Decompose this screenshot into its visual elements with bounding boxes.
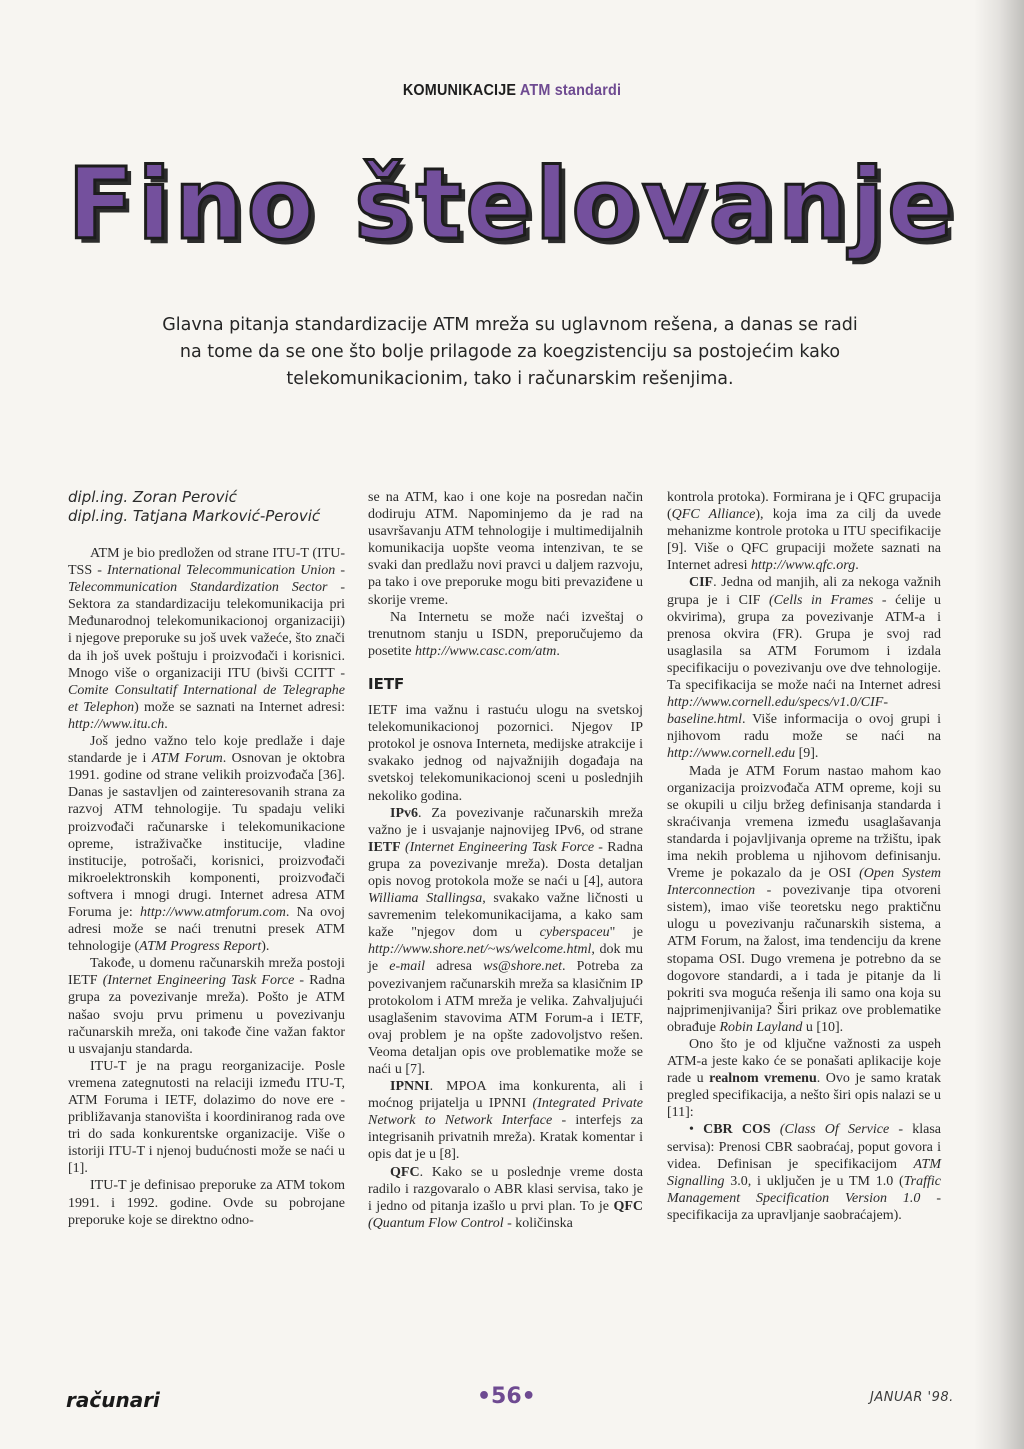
text-run: [9]. <box>795 746 819 762</box>
text-run: IPNNI <box>390 1079 430 1095</box>
text-run: (Quantum Flow Control <box>368 1215 504 1231</box>
text-run: • <box>689 1122 704 1138</box>
paragraph <box>368 702 643 805</box>
issue-date: JANUAR '98. <box>870 1390 954 1405</box>
text-run: ITU-T je na pragu reorganizacije. Posle vremena zategnutosti na relaciji između ITU-T, ATM Foruma i IETF, dolazimo do nove ere - približavanja stanovišta i koordiniranog rada ove tri do sada konkurentske organizacije. Više o istoriji ITU-T i njenoj budućnosti može se naći u [1]. <box>68 1058 345 1177</box>
text-run: QFC <box>613 1198 643 1214</box>
text-run: . <box>164 716 168 732</box>
paragraph <box>68 955 345 1058</box>
text-run: realnom vremenu <box>709 1071 817 1087</box>
page-number: •56• <box>477 1384 536 1409</box>
text-run: Mada je ATM Forum nastao mahom kao organizacija proizvođača ATM opreme, koji su se okupili u cilju bržeg definisanja standarda i skraćivanja vremena između usaglašavanja standarda i pojavljivanja opreme na tržištu, ipak ima nekih problema u njihovom definisanju. Vreme je pokazalo da je OSI <box>667 763 941 882</box>
text-run: Takođe, u domenu računarskih mreža postoji IETF <box>68 956 345 989</box>
text-run: Williama Stallingsa <box>368 891 483 907</box>
text-run: . <box>855 558 859 574</box>
paragraph <box>667 1036 941 1121</box>
text-run: - specifikacija za upravljanje saobraćajem). <box>667 1190 941 1223</box>
text-run: ). <box>261 939 270 955</box>
text-run: ATM Progress Report <box>139 939 262 955</box>
text-run: ATM je bio predložen od strane ITU-T (ITU-TSS - <box>68 546 345 579</box>
text-run: ATM Forum <box>151 751 223 767</box>
text-run: ATM Signalling <box>667 1156 941 1189</box>
text-run: (Open System Interconnection <box>667 866 941 899</box>
section-header <box>51 82 973 100</box>
text-run <box>771 1122 780 1137</box>
paragraph <box>68 733 345 955</box>
text-run: Robin Layland <box>719 1019 803 1035</box>
text-run: . Na ovoj adresi može se naći trenutni presek ATM tehnologije ( <box>68 904 346 955</box>
text-run: ITU-T je definisao preporuke za ATM tokom 1991. i 1992. godine. Ovde su pobrojane preporuke koje se direktno odno- <box>68 1178 345 1228</box>
column-2 <box>368 489 643 1232</box>
paragraph <box>68 545 345 733</box>
text-run: kontrola protoka). Formirana je i QFC grupacija ( <box>667 490 941 523</box>
text-run: (Cells in Frames <box>769 592 874 608</box>
text-run: http://www.atmforum.com <box>139 904 286 920</box>
paragraph <box>667 489 941 574</box>
text-run: Traffic Management Specification Version 1.0 <box>667 1173 941 1206</box>
text-run: . <box>556 643 560 659</box>
text-run: ), koja ima za cilj da uvede mehanizme kontrole protoka u ITU specifikacije [9]. Više o QFC grupaciji možete saznati na Internet adresi <box>667 507 941 574</box>
text-run: (Internet Engineering Task Force <box>102 973 295 989</box>
text-run: QFC Alliance <box>671 507 756 523</box>
text-run: - Radna grupa za povezivanje mreža). Dosta detaljan opis novog protokola može se naći u [4], autora <box>368 839 643 889</box>
text-run: se na ATM, kao i one koje na posredan način dodiruju ATM. Napominjemo da je rad na usavršavanju ATM tehnologije i multimedijalnih komunikacija uopšte veoma intenzivan, te se svaki dan predlažu novi pravci u daljem razvoju, pa tako i ove preporuke mogu biti prevaziđene u skorije vreme. <box>368 490 643 608</box>
text-run: e-mail <box>389 959 426 975</box>
authors-block <box>68 488 345 526</box>
text-run: http://www.cornell.edu/specs/v1.0/CIF-baseline.html <box>667 695 888 728</box>
paragraph <box>368 1164 643 1232</box>
text-run: . Ovo je samo kratak pregled specifikacija, a nešto širi opis nalazi se u [11]: <box>667 1071 942 1121</box>
paragraph <box>368 1078 643 1163</box>
text-run: (Internet Engineering Task Force <box>404 839 595 855</box>
text-run: u [10]. <box>802 1019 844 1035</box>
text-run: cyberspaceu <box>539 925 610 941</box>
paragraph <box>667 574 941 762</box>
text-run: (Integrated Private Network to Network Interface <box>368 1096 644 1129</box>
text-run: Ono što je od ključne važnosti za uspeh ATM-a jeste kako će se ponašati aplikacije koje rade u <box>667 1037 941 1087</box>
magazine-name: računari <box>66 1388 160 1412</box>
text-run: - Radna grupa za povezivanje mreža). Pošto je ATM našao svoju prvu primenu u povezivanju računarskih mreža, oni takođe čine važan faktor u usvajanju standarda. <box>68 973 345 1057</box>
text-run: Comite Consultatif International de Telegraphe et Telephon <box>68 682 345 715</box>
text-run: . Potreba za povezivanjem računarskih mreža sa klasičnim IP protokolom i ATM mreža je velika. Zahvaljujući usaglašenim stavovima ATM Forum-a i IETF, ovaj problem je na opšte zadovoljstvo rešen. Veoma detaljan opis ove problematike može se naći u [7]. <box>368 959 643 1077</box>
subheading-ietf: IETF <box>368 674 405 693</box>
text-run: http://www.itu.ch <box>68 716 165 732</box>
text-run: adresa <box>425 959 484 975</box>
article-lead: Glavna pitanja standardizacije ATM mreža su uglavnom rešena, a danas se radi na tome da se one što bolje prilagode za koegzistenciju sa postojećim kako telekomunikacionim, tako i računarskim rešenjima. <box>162 315 858 389</box>
paragraph <box>68 1058 345 1178</box>
paragraph <box>68 1177 345 1228</box>
text-run: . MPOA ima konkurenta, ali i moćnog prijatelja u IPNNI <box>368 1079 643 1112</box>
text-run: ws@shore.net <box>483 959 562 975</box>
section-label: KOMUNIKACIJE <box>402 82 517 99</box>
text-run: CIF <box>689 575 714 591</box>
author-2: dipl.ing. Tatjana Marković-Perović <box>68 507 321 525</box>
text-run: CBR COS <box>703 1122 771 1138</box>
text-run: - količinska <box>503 1215 573 1231</box>
text-run: http://www.qfc.org <box>750 558 856 574</box>
text-run: - Sektora za standardizaciju telekomunikacija pri Međunarodnoj telekomunikacionoj organizaciji) i njegove preporuke su još uvek važeće, što znači da ih još uvek poštuju i proizvođači i korisnici. Mnogo više o organizaciji ITU (bivši CCITT - <box>68 580 345 681</box>
text-run: IETF ima važnu i rastuću ulogu na svetskoj telekomunikacionoj pozornici. Njegov IP protokol je osnova Interneta, medijske atrakcije i svakako jednog od najvažnijih događaja na svetskoj telekomunikacionoj sceni u poslednjih nekoliko godina. <box>368 703 643 804</box>
text-run: IETF <box>368 839 401 855</box>
text-run: . Osnovan je oktobra 1991. godine od strane velikih proizvođača [36]. Danas je sastavljen od zainteresovanih strana za razvoj ATM tehnologije. Tu spadaju veliki proizvođači računarske i telekomunikacione opreme, istraživačke institucije, vladine institucije, potrošači, korisnici, proizvođači mikroelektronskih komponenti, proizvođači softvera i mnogi drugi. Internet adresa ATM Foruma je: <box>68 751 345 920</box>
text-run: " je <box>609 925 643 941</box>
text-run: , dok mu je <box>368 942 643 975</box>
column-1 <box>68 488 345 1229</box>
text-run: International Telecommunication Union - Telecommunication Standardization Sector <box>68 563 345 596</box>
text-run: Na Internetu se može naći izveštaj o trenutnom stanju u ISDN, preporučujemo da posetite <box>368 609 643 659</box>
text-run: . Jedna od manjih, ali za nekoga važnih grupa je i CIF <box>667 575 941 608</box>
text-run: . Kako se u poslednje vreme dosta radilo i razgovaralo o ABR klasi servisa, tako je i jedno od pitanja izašlo u prvi plan. To je <box>368 1164 643 1214</box>
text-run: - klasa servisa): Prenosi CBR saobraćaj, poput govora i videa. Definisan je specifikacijom <box>667 1122 941 1172</box>
author-1: dipl.ing. Zoran Perović <box>68 488 237 506</box>
paragraph <box>368 489 643 609</box>
paragraph <box>667 763 941 1037</box>
text-run: ) može se saznati na Internet adresi: <box>134 699 345 715</box>
text-run: http://www.casc.com/atm <box>415 643 557 659</box>
text-run: IPv6 <box>390 805 418 821</box>
subsection-label: ATM standardi <box>519 82 622 99</box>
text-run: QFC <box>390 1164 420 1180</box>
text-run: http://www.shore.net/~ws/welcome.html <box>368 942 592 958</box>
text-run: . Za povezivanje računarskih mreža važno je i usvajanje najnovijeg IPv6, od strane <box>368 805 643 838</box>
text-run: - interfejs za integrisanih privatnih mreža). Kratak komentar i opis dat je u [8]. <box>368 1113 643 1163</box>
paragraph <box>368 609 643 660</box>
text-run: - povezivanje tipa otvoreni sistem), imao više teoretsku nego praktičnu ulogu u povezivanju računarskih sistema, a ATM Forum, na žalost, ima tendenciju da krene stopama OSI. Dugo vremena je potrebno da se dogovore standardi, a i tada je pitanje da li pokriti sva moguća rešenja ili samo ona koja su najprimenjivanija? Širi prikaz ove problematike obrađuje <box>667 883 941 1035</box>
text-run: 3.0, i uključen je u TM 1.0 ( <box>724 1173 904 1189</box>
text-run: Još jedno važno telo koje predlaže i daje standarde je i <box>68 734 345 767</box>
paragraph <box>667 1121 941 1224</box>
text-run: , svakako važne ličnosti u savremenim telekomunikacijama, a kako sam kaže "njegov dom u <box>368 891 643 941</box>
text-run: - ćelije u okvirima), grupa za povezivanje ATM-a i prenosa okvira (FR). Grupa je svoj rad usaglasila sa ATM Forumom i izdala specifikaciju o povezivanju ove dve tehnologije. Ta specifikacija se može naći na Internet adresi <box>667 592 942 694</box>
text-run: . Više informacija o ovoj grupi i njihovom radu može se naći na <box>667 712 941 745</box>
article-title: Fino štelovanje <box>67 148 957 262</box>
paragraph <box>368 805 643 1079</box>
text-run: http://www.cornell.edu <box>667 746 796 762</box>
text-run: (Class Of Service <box>779 1122 890 1138</box>
column-3 <box>667 489 941 1224</box>
